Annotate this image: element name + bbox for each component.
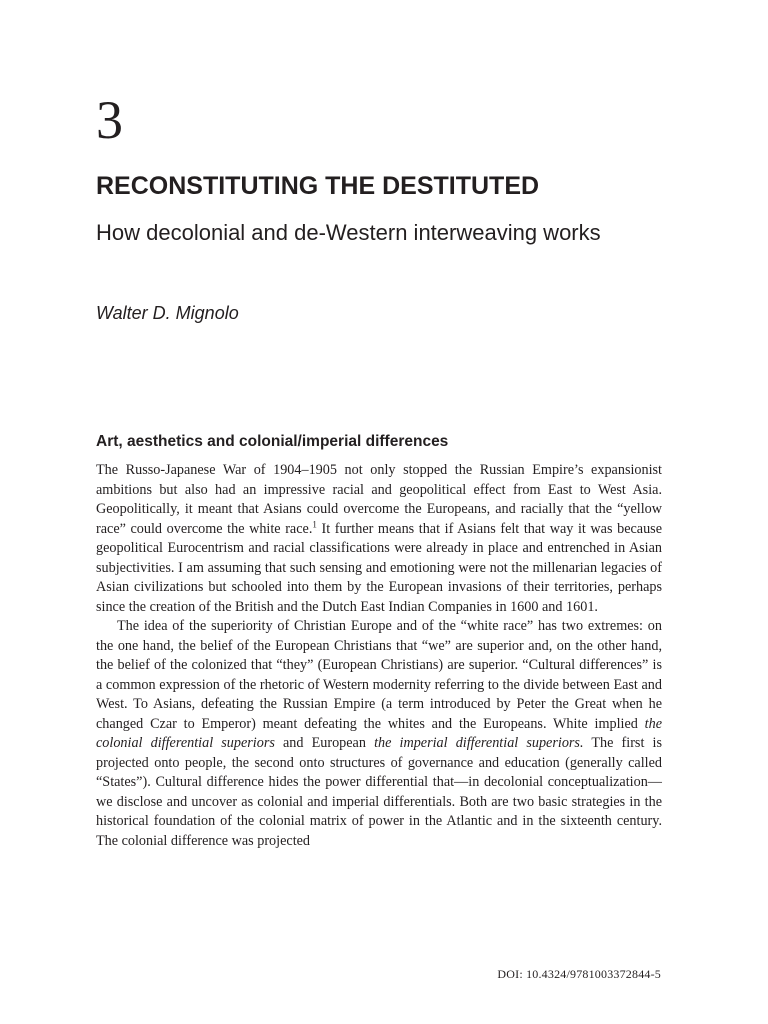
chapter-subtitle: How decolonial and de-Western interweaving works	[96, 220, 601, 245]
paragraph-2-emphasis-2: the imperial differential superiors.	[374, 735, 584, 751]
section-heading: Art, aesthetics and colonial/imperial differences	[96, 433, 449, 450]
paragraph-2	[96, 617, 662, 851]
chapter-title: RECONSTITUTING THE DESTITUTED	[96, 172, 540, 200]
footnote-marker[interactable]: 1	[312, 518, 317, 529]
paragraph-2-emphasis-1: the colonial differential superiors	[96, 715, 662, 751]
doi-footer[interactable]: DOI: 10.4324/9781003372844-5	[497, 967, 661, 981]
paragraph-2-text-c: The first is projected onto people, the second onto structures of governance and education (generally called “States”). Cultural difference hides the power differential that—in decolonial conceptualization—we disclose and uncover as colonial and imperial differentials. Both are two basic strategies in the historical foundation of the colonial matrix of power in the Atlantic and in the sixteenth century. The colonial difference was projected	[96, 735, 662, 849]
author-name: Walter D. Mignolo	[96, 303, 239, 323]
chapter-number: 3	[96, 90, 123, 150]
paragraph-1-text-b: It further means that if Asians felt that way it was because geopolitical Eurocentrism and racial classifications were already in place and entrenched in Asian subjectivities. I am assuming that such sensing and emotioning were not the millenarian legacies of Asian civilizations but schooled into them by the European invasions of their territories, perhaps since the creation of the British and the Dutch East Indian Companies in 1600 and 1601.	[96, 520, 662, 615]
body-text	[96, 461, 662, 851]
paragraph-1	[96, 461, 662, 617]
paragraph-1-text-a: The Russo-Japanese War of 1904–1905 not only stopped the Russian Empire’s expansionist ambitions but also had an impressive racial and geopolitical effect from East to West Asia. Geopolitically, it meant that Asians could overcome the Europeans, and racially that the “yellow race” could overcome the white race.	[96, 462, 662, 537]
paragraph-2-text-a: The idea of the superiority of Christian Europe and of the “white race” has two extremes: on the one hand, the belief of the European Christians that “we” are superior and, on the other hand, the belief of the colonized that “they” (European Christians) are superior. “Cultural differences” is a common expression of the rhetoric of Western modernity referring to the divide between East and West. To Asians, defeating the Russian Empire (a term introduced by Peter the Great when he changed Czar to Emperor) meant defeating the whites and the Europeans. White implied	[96, 618, 662, 732]
paragraph-2-text-b: and European	[274, 735, 375, 751]
